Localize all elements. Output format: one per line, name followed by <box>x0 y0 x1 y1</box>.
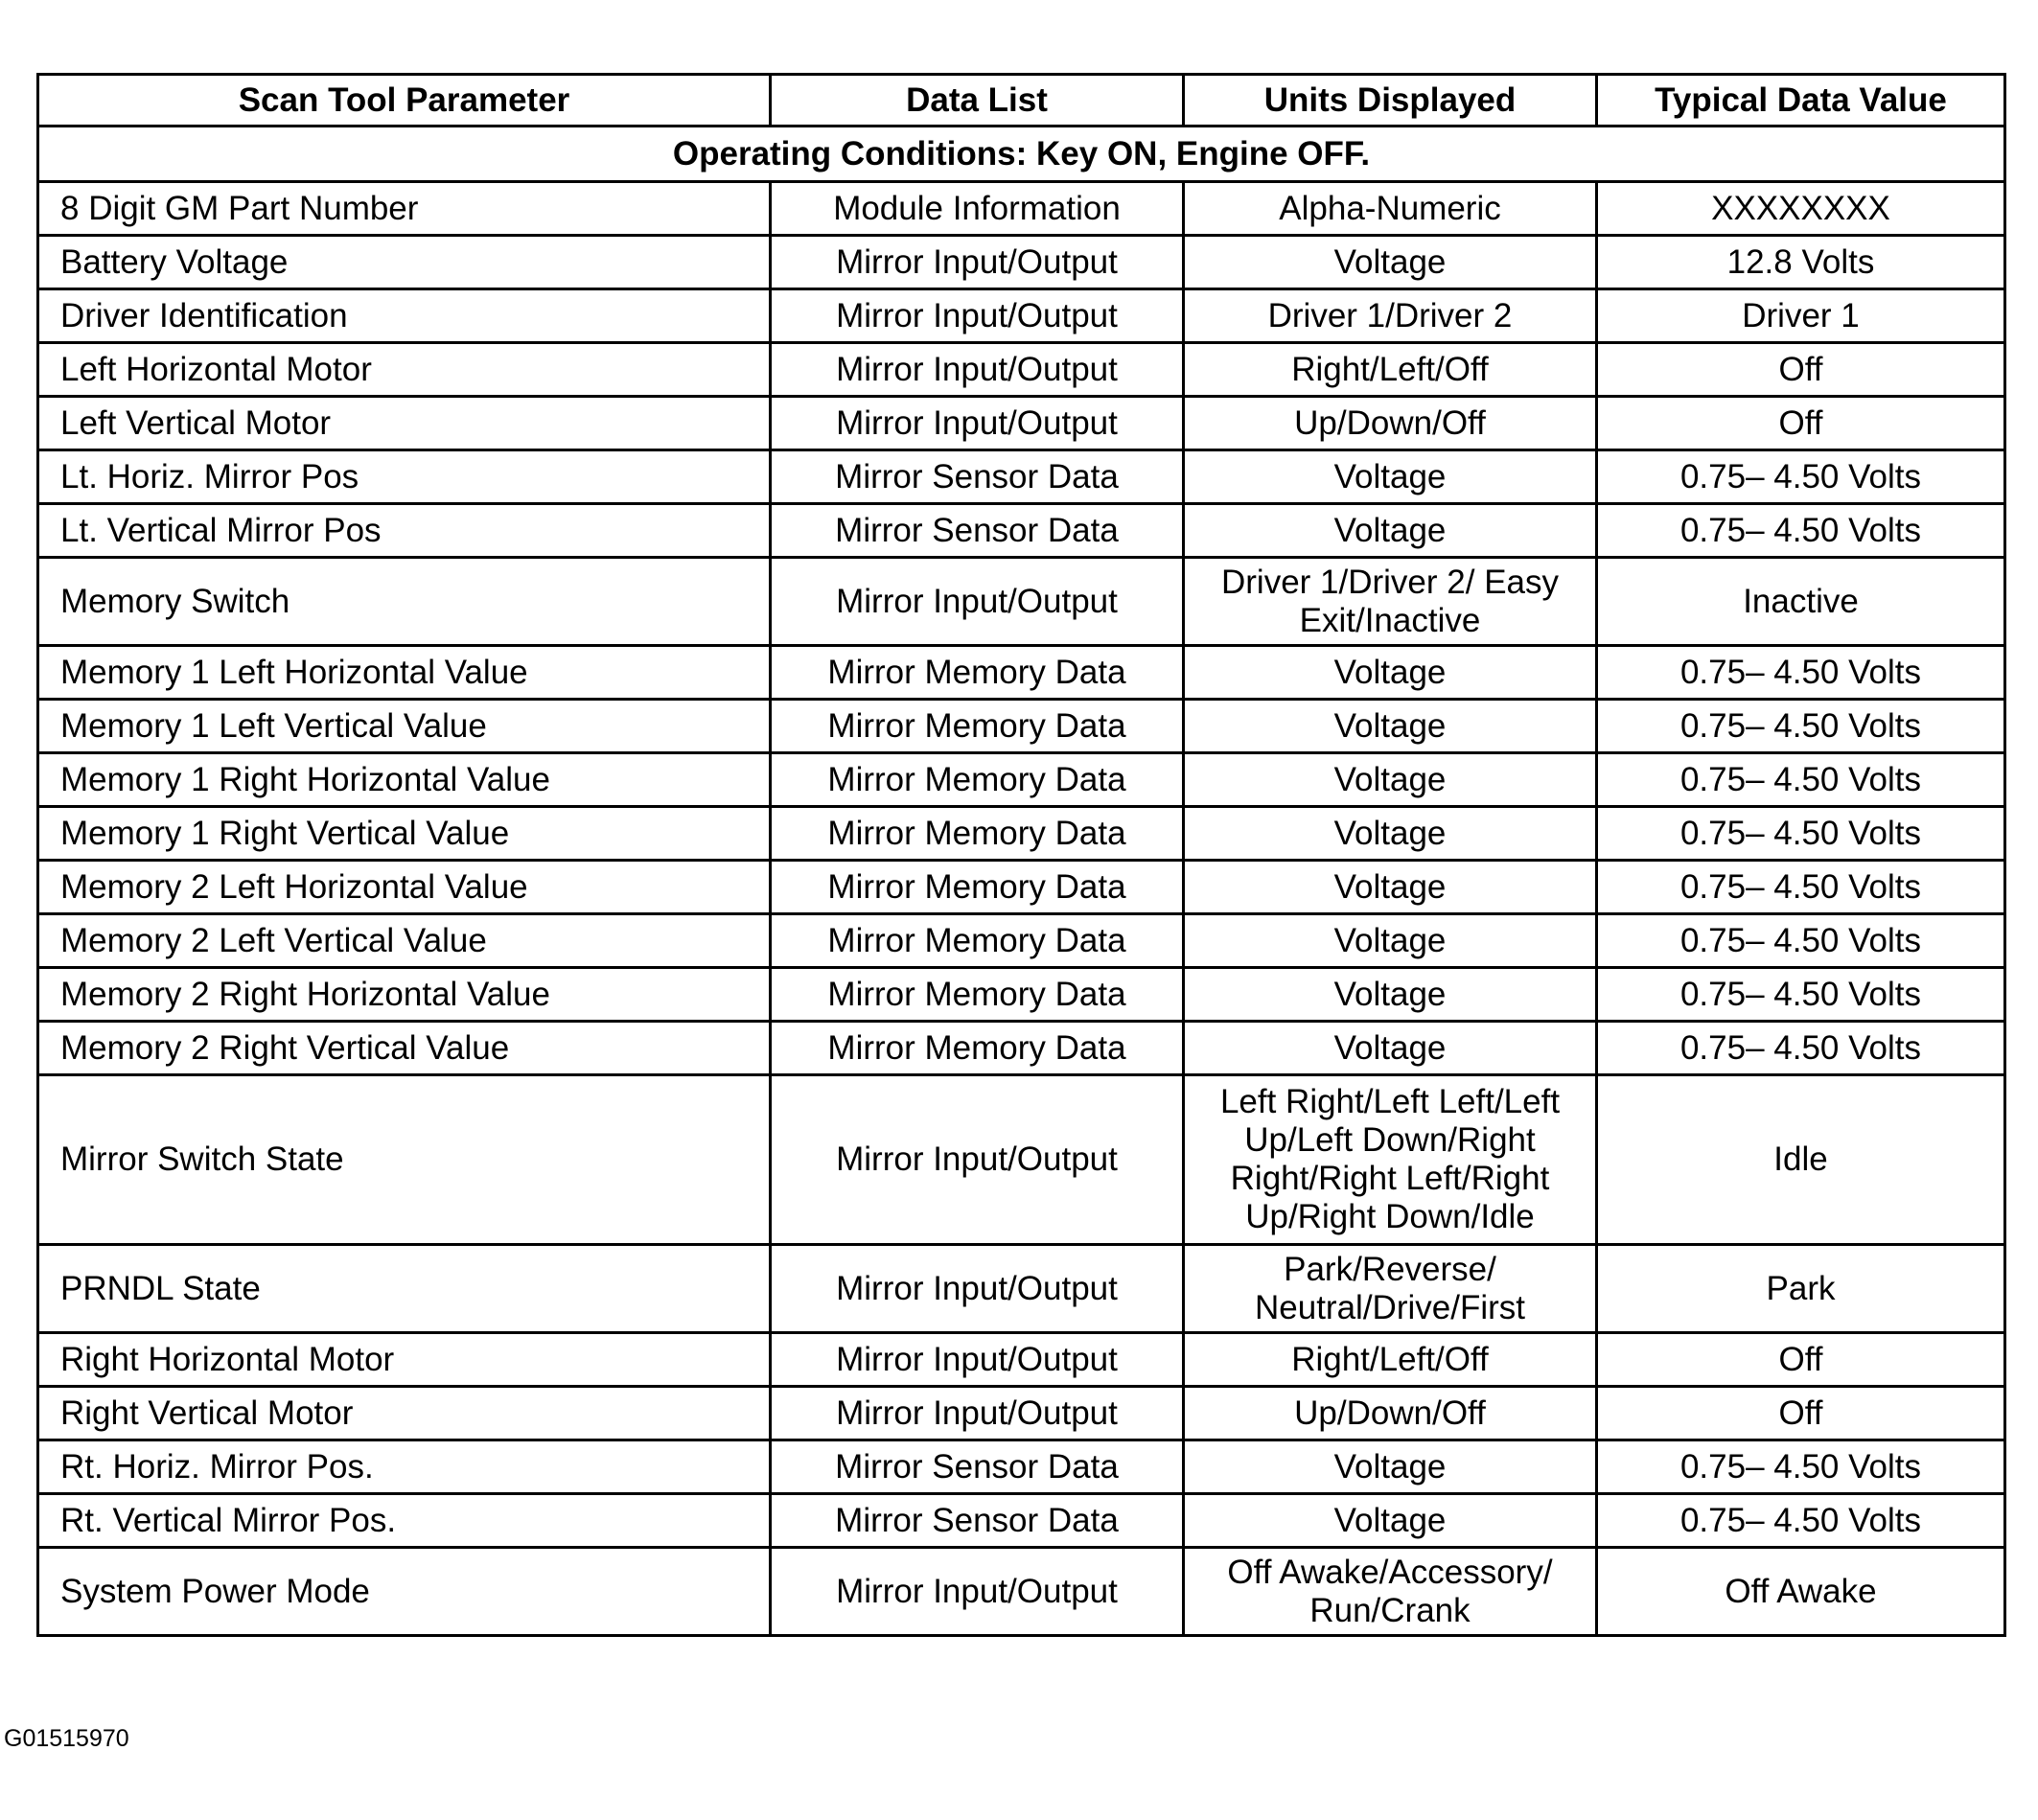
cell-typical-data-value: 0.75– 4.50 Volts <box>1597 1022 2005 1075</box>
table-header-row <box>38 75 2005 127</box>
cell-data-list: Mirror Sensor Data <box>771 450 1184 504</box>
cell-units-displayed: Voltage <box>1184 753 1597 807</box>
table-row <box>38 397 2005 450</box>
cell-typical-data-value: 0.75– 4.50 Volts <box>1597 968 2005 1022</box>
cell-typical-data-value: Off <box>1597 1387 2005 1440</box>
cell-data-list: Mirror Input/Output <box>771 236 1184 289</box>
cell-typical-data-value: 0.75– 4.50 Volts <box>1597 504 2005 558</box>
cell-parameter: Mirror Switch State <box>38 1075 771 1245</box>
cell-data-list: Mirror Input/Output <box>771 397 1184 450</box>
table-row <box>38 289 2005 343</box>
cell-units-displayed: Voltage <box>1184 914 1597 968</box>
cell-data-list: Mirror Sensor Data <box>771 1440 1184 1494</box>
table-row <box>38 1245 2005 1333</box>
cell-parameter: Lt. Horiz. Mirror Pos <box>38 450 771 504</box>
cell-parameter: Memory 2 Right Vertical Value <box>38 1022 771 1075</box>
cell-typical-data-value: Driver 1 <box>1597 289 2005 343</box>
figure-id: G01515970 <box>4 1725 129 1752</box>
cell-data-list: Mirror Input/Output <box>771 1333 1184 1387</box>
column-header-typical-data-value: Typical Data Value <box>1597 75 2005 127</box>
column-header-scan-tool-parameter: Scan Tool Parameter <box>38 75 771 127</box>
cell-data-list: Mirror Memory Data <box>771 1022 1184 1075</box>
cell-units-displayed: Right/Left/Off <box>1184 1333 1597 1387</box>
cell-typical-data-value: 0.75– 4.50 Volts <box>1597 1440 2005 1494</box>
cell-data-list: Mirror Memory Data <box>771 646 1184 700</box>
cell-typical-data-value: 0.75– 4.50 Volts <box>1597 646 2005 700</box>
table-row <box>38 558 2005 646</box>
cell-data-list: Mirror Memory Data <box>771 914 1184 968</box>
table-row <box>38 1333 2005 1387</box>
cell-parameter: Memory 1 Right Horizontal Value <box>38 753 771 807</box>
cell-typical-data-value: Inactive <box>1597 558 2005 646</box>
table-row <box>38 182 2005 236</box>
cell-typical-data-value: 0.75– 4.50 Volts <box>1597 1494 2005 1548</box>
table-row <box>38 1494 2005 1548</box>
table-row <box>38 646 2005 700</box>
cell-data-list: Mirror Input/Output <box>771 1245 1184 1333</box>
cell-parameter: Memory Switch <box>38 558 771 646</box>
table-row <box>38 753 2005 807</box>
cell-parameter: Rt. Vertical Mirror Pos. <box>38 1494 771 1548</box>
cell-typical-data-value: 0.75– 4.50 Volts <box>1597 807 2005 861</box>
cell-data-list: Mirror Input/Output <box>771 289 1184 343</box>
cell-parameter: Memory 2 Left Vertical Value <box>38 914 771 968</box>
cell-units-displayed: Driver 1/Driver 2 <box>1184 289 1597 343</box>
cell-parameter: Left Vertical Motor <box>38 397 771 450</box>
cell-typical-data-value: Off <box>1597 1333 2005 1387</box>
table-row <box>38 450 2005 504</box>
cell-parameter: Right Horizontal Motor <box>38 1333 771 1387</box>
cell-data-list: Mirror Input/Output <box>771 1548 1184 1636</box>
cell-data-list: Mirror Input/Output <box>771 343 1184 397</box>
scan-tool-data-table <box>36 73 2006 1637</box>
cell-units-displayed: Left Right/Left Left/Left Up/Left Down/Right Right/Right Left/Right Up/Right Down/Idle <box>1184 1075 1597 1245</box>
cell-data-list: Mirror Input/Output <box>771 1075 1184 1245</box>
cell-units-displayed: Voltage <box>1184 1440 1597 1494</box>
operating-conditions-label: Operating Conditions: Key ON, Engine OFF. <box>38 127 2005 182</box>
cell-data-list: Mirror Sensor Data <box>771 504 1184 558</box>
table-row <box>38 700 2005 753</box>
cell-data-list: Mirror Memory Data <box>771 968 1184 1022</box>
table-row <box>38 914 2005 968</box>
cell-data-list: Mirror Memory Data <box>771 807 1184 861</box>
cell-data-list: Mirror Memory Data <box>771 861 1184 914</box>
cell-typical-data-value: Off <box>1597 343 2005 397</box>
cell-parameter: PRNDL State <box>38 1245 771 1333</box>
cell-typical-data-value: Off Awake <box>1597 1548 2005 1636</box>
table-row <box>38 861 2005 914</box>
cell-units-displayed: Driver 1/Driver 2/ Easy Exit/Inactive <box>1184 558 1597 646</box>
cell-parameter: Memory 2 Left Horizontal Value <box>38 861 771 914</box>
table-row <box>38 1022 2005 1075</box>
cell-units-displayed: Voltage <box>1184 968 1597 1022</box>
cell-units-displayed: Voltage <box>1184 646 1597 700</box>
cell-units-displayed: Voltage <box>1184 450 1597 504</box>
cell-units-displayed: Alpha-Numeric <box>1184 182 1597 236</box>
cell-data-list: Mirror Sensor Data <box>771 1494 1184 1548</box>
cell-typical-data-value: 12.8 Volts <box>1597 236 2005 289</box>
cell-units-displayed: Up/Down/Off <box>1184 1387 1597 1440</box>
cell-typical-data-value: 0.75– 4.50 Volts <box>1597 914 2005 968</box>
table-row <box>38 807 2005 861</box>
cell-parameter: Memory 1 Right Vertical Value <box>38 807 771 861</box>
cell-units-displayed: Voltage <box>1184 1494 1597 1548</box>
cell-typical-data-value: 0.75– 4.50 Volts <box>1597 753 2005 807</box>
cell-units-displayed: Right/Left/Off <box>1184 343 1597 397</box>
cell-units-displayed: Off Awake/Accessory/ Run/Crank <box>1184 1548 1597 1636</box>
column-header-units-displayed: Units Displayed <box>1184 75 1597 127</box>
cell-typical-data-value: 0.75– 4.50 Volts <box>1597 700 2005 753</box>
cell-units-displayed: Voltage <box>1184 861 1597 914</box>
cell-units-displayed: Up/Down/Off <box>1184 397 1597 450</box>
cell-parameter: Right Vertical Motor <box>38 1387 771 1440</box>
cell-data-list: Mirror Memory Data <box>771 700 1184 753</box>
column-header-data-list: Data List <box>771 75 1184 127</box>
cell-units-displayed: Voltage <box>1184 807 1597 861</box>
cell-units-displayed: Voltage <box>1184 236 1597 289</box>
cell-data-list: Mirror Input/Output <box>771 558 1184 646</box>
cell-parameter: Left Horizontal Motor <box>38 343 771 397</box>
cell-data-list: Mirror Input/Output <box>771 1387 1184 1440</box>
table-row <box>38 1548 2005 1636</box>
cell-units-displayed: Voltage <box>1184 504 1597 558</box>
cell-typical-data-value: Off <box>1597 397 2005 450</box>
cell-parameter: Memory 1 Left Horizontal Value <box>38 646 771 700</box>
cell-parameter: Memory 1 Left Vertical Value <box>38 700 771 753</box>
cell-typical-data-value: Idle <box>1597 1075 2005 1245</box>
cell-parameter: Driver Identification <box>38 289 771 343</box>
table-row <box>38 236 2005 289</box>
cell-parameter: Memory 2 Right Horizontal Value <box>38 968 771 1022</box>
cell-parameter: Lt. Vertical Mirror Pos <box>38 504 771 558</box>
table-row <box>38 1387 2005 1440</box>
cell-parameter: System Power Mode <box>38 1548 771 1636</box>
table-row <box>38 1075 2005 1245</box>
operating-conditions-row <box>38 127 2005 182</box>
cell-parameter: 8 Digit GM Part Number <box>38 182 771 236</box>
table-row <box>38 504 2005 558</box>
table-row <box>38 968 2005 1022</box>
cell-data-list: Mirror Memory Data <box>771 753 1184 807</box>
cell-units-displayed: Park/Reverse/ Neutral/Drive/First <box>1184 1245 1597 1333</box>
cell-typical-data-value: 0.75– 4.50 Volts <box>1597 450 2005 504</box>
cell-typical-data-value: Park <box>1597 1245 2005 1333</box>
cell-units-displayed: Voltage <box>1184 1022 1597 1075</box>
cell-units-displayed: Voltage <box>1184 700 1597 753</box>
cell-parameter: Rt. Horiz. Mirror Pos. <box>38 1440 771 1494</box>
cell-data-list: Module Information <box>771 182 1184 236</box>
table-row <box>38 343 2005 397</box>
cell-typical-data-value: 0.75– 4.50 Volts <box>1597 861 2005 914</box>
cell-typical-data-value: XXXXXXXX <box>1597 182 2005 236</box>
table-row <box>38 1440 2005 1494</box>
scan-tool-data-table-container <box>36 73 2003 1637</box>
cell-parameter: Battery Voltage <box>38 236 771 289</box>
